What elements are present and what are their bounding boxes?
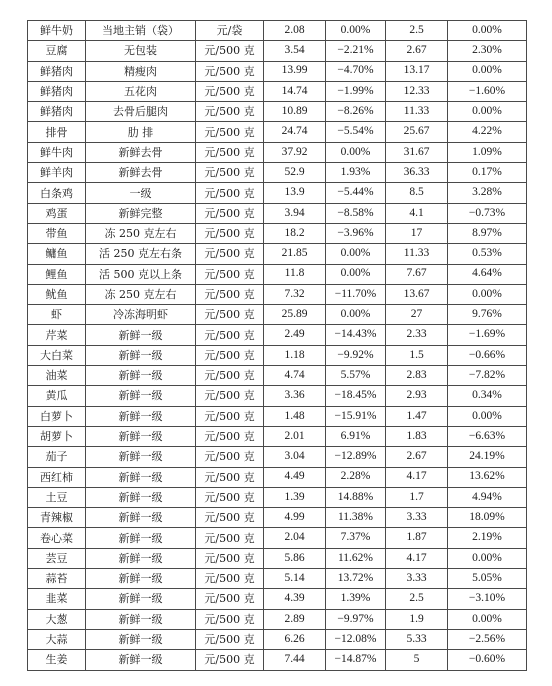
table-row <box>28 61 527 81</box>
item-name-cell: 豆腐 <box>28 41 86 61</box>
item-yoy-cell: 2.19% <box>448 528 527 548</box>
item-change-cell: −14.87% <box>326 650 386 670</box>
item-spec-cell: 新鲜一级 <box>86 569 196 589</box>
item-yoy-cell: 8.97% <box>448 223 527 243</box>
item-unit-cell: 元/500 克 <box>196 528 264 548</box>
item-yoy-cell: 0.00% <box>448 548 527 568</box>
item-name-cell: 鱿鱼 <box>28 284 86 304</box>
table-row <box>28 163 527 183</box>
item-change-cell: −5.54% <box>326 122 386 142</box>
item-name-cell: 鲜猪肉 <box>28 102 86 122</box>
item-spec-cell: 肋 排 <box>86 122 196 142</box>
item-price-cell: 6.26 <box>264 629 326 649</box>
item-change-cell: −14.43% <box>326 325 386 345</box>
item-prev-price-cell: 1.83 <box>386 426 448 446</box>
item-name-cell: 带鱼 <box>28 223 86 243</box>
item-prev-price-cell: 1.47 <box>386 406 448 426</box>
item-name-cell: 西红柿 <box>28 467 86 487</box>
item-change-cell: 11.62% <box>326 548 386 568</box>
item-change-cell: 7.37% <box>326 528 386 548</box>
item-change-cell: 6.91% <box>326 426 386 446</box>
item-unit-cell: 元/500 克 <box>196 386 264 406</box>
item-yoy-cell: 0.34% <box>448 386 527 406</box>
item-name-cell: 芸豆 <box>28 548 86 568</box>
table-row <box>28 366 527 386</box>
item-spec-cell: 去骨后腿肉 <box>86 102 196 122</box>
item-price-cell: 7.32 <box>264 284 326 304</box>
table-row <box>28 609 527 629</box>
item-spec-cell: 冻 250 克左右 <box>86 223 196 243</box>
item-unit-cell: 元/500 克 <box>196 366 264 386</box>
item-unit-cell: 元/500 克 <box>196 223 264 243</box>
item-yoy-cell: 4.64% <box>448 264 527 284</box>
item-spec-cell: 无包装 <box>86 41 196 61</box>
item-change-cell: −8.26% <box>326 102 386 122</box>
item-spec-cell: 新鲜一级 <box>86 650 196 670</box>
item-unit-cell: 元/500 克 <box>196 183 264 203</box>
item-spec-cell: 新鲜一级 <box>86 467 196 487</box>
item-price-cell: 3.04 <box>264 447 326 467</box>
item-name-cell: 大白菜 <box>28 345 86 365</box>
item-prev-price-cell: 1.7 <box>386 487 448 507</box>
item-name-cell: 鲜牛奶 <box>28 21 86 41</box>
item-price-cell: 3.36 <box>264 386 326 406</box>
item-change-cell: −1.99% <box>326 81 386 101</box>
item-name-cell: 蒜苔 <box>28 569 86 589</box>
item-spec-cell: 新鲜一级 <box>86 426 196 446</box>
item-change-cell: −2.21% <box>326 41 386 61</box>
item-change-cell: −15.91% <box>326 406 386 426</box>
item-prev-price-cell: 17 <box>386 223 448 243</box>
item-spec-cell: 新鲜完整 <box>86 203 196 223</box>
item-name-cell: 大蒜 <box>28 629 86 649</box>
item-name-cell: 鲜猪肉 <box>28 81 86 101</box>
table-row <box>28 325 527 345</box>
item-prev-price-cell: 5.33 <box>386 629 448 649</box>
item-yoy-cell: 1.09% <box>448 142 527 162</box>
item-price-cell: 3.94 <box>264 203 326 223</box>
item-yoy-cell: 0.00% <box>448 284 527 304</box>
item-unit-cell: 元/500 克 <box>196 203 264 223</box>
item-unit-cell: 元/500 克 <box>196 41 264 61</box>
item-change-cell: 1.93% <box>326 163 386 183</box>
item-price-cell: 2.89 <box>264 609 326 629</box>
table-row <box>28 122 527 142</box>
table-row <box>28 183 527 203</box>
item-change-cell: 11.38% <box>326 508 386 528</box>
item-unit-cell: 元/500 克 <box>196 569 264 589</box>
item-yoy-cell: −6.63% <box>448 426 527 446</box>
item-price-cell: 5.86 <box>264 548 326 568</box>
item-change-cell: −3.96% <box>326 223 386 243</box>
item-name-cell: 鲤鱼 <box>28 264 86 284</box>
item-prev-price-cell: 12.33 <box>386 81 448 101</box>
item-unit-cell: 元/500 克 <box>196 61 264 81</box>
item-change-cell: 2.28% <box>326 467 386 487</box>
item-price-cell: 14.74 <box>264 81 326 101</box>
item-unit-cell: 元/500 克 <box>196 81 264 101</box>
item-prev-price-cell: 13.67 <box>386 284 448 304</box>
table-row <box>28 203 527 223</box>
item-price-cell: 2.08 <box>264 21 326 41</box>
table-row <box>28 508 527 528</box>
item-name-cell: 芹菜 <box>28 325 86 345</box>
item-name-cell: 鲜猪肉 <box>28 61 86 81</box>
item-spec-cell: 新鲜一级 <box>86 447 196 467</box>
item-name-cell: 生姜 <box>28 650 86 670</box>
item-name-cell: 土豆 <box>28 487 86 507</box>
item-change-cell: −18.45% <box>326 386 386 406</box>
item-prev-price-cell: 25.67 <box>386 122 448 142</box>
item-name-cell: 虾 <box>28 305 86 325</box>
item-spec-cell: 一级 <box>86 183 196 203</box>
item-prev-price-cell: 31.67 <box>386 142 448 162</box>
item-prev-price-cell: 4.1 <box>386 203 448 223</box>
item-spec-cell: 新鲜去骨 <box>86 142 196 162</box>
item-name-cell: 鳙鱼 <box>28 244 86 264</box>
item-change-cell: −12.08% <box>326 629 386 649</box>
item-prev-price-cell: 1.9 <box>386 609 448 629</box>
item-price-cell: 7.44 <box>264 650 326 670</box>
item-spec-cell: 新鲜一级 <box>86 508 196 528</box>
item-name-cell: 白条鸡 <box>28 183 86 203</box>
table-row <box>28 345 527 365</box>
table-row <box>28 406 527 426</box>
item-unit-cell: 元/500 克 <box>196 305 264 325</box>
item-yoy-cell: −0.73% <box>448 203 527 223</box>
item-yoy-cell: 5.05% <box>448 569 527 589</box>
item-spec-cell: 新鲜一级 <box>86 629 196 649</box>
item-price-cell: 25.89 <box>264 305 326 325</box>
item-prev-price-cell: 13.17 <box>386 61 448 81</box>
item-change-cell: −8.58% <box>326 203 386 223</box>
item-yoy-cell: −3.10% <box>448 589 527 609</box>
item-price-cell: 21.85 <box>264 244 326 264</box>
table-row <box>28 629 527 649</box>
table-row <box>28 81 527 101</box>
item-yoy-cell: −0.60% <box>448 650 527 670</box>
item-change-cell: 0.00% <box>326 305 386 325</box>
table-row <box>28 487 527 507</box>
item-prev-price-cell: 36.33 <box>386 163 448 183</box>
item-unit-cell: 元/500 克 <box>196 487 264 507</box>
item-prev-price-cell: 2.33 <box>386 325 448 345</box>
item-change-cell: −4.70% <box>326 61 386 81</box>
item-name-cell: 茄子 <box>28 447 86 467</box>
item-prev-price-cell: 1.87 <box>386 528 448 548</box>
item-change-cell: 5.57% <box>326 366 386 386</box>
price-table-body <box>28 21 527 671</box>
table-row <box>28 102 527 122</box>
table-row <box>28 386 527 406</box>
item-prev-price-cell: 2.5 <box>386 589 448 609</box>
item-yoy-cell: −0.66% <box>448 345 527 365</box>
table-row <box>28 569 527 589</box>
item-name-cell: 韭菜 <box>28 589 86 609</box>
item-yoy-cell: 9.76% <box>448 305 527 325</box>
item-price-cell: 37.92 <box>264 142 326 162</box>
item-yoy-cell: 0.00% <box>448 102 527 122</box>
item-price-cell: 3.54 <box>264 41 326 61</box>
item-yoy-cell: −1.69% <box>448 325 527 345</box>
item-price-cell: 10.89 <box>264 102 326 122</box>
item-spec-cell: 五花肉 <box>86 81 196 101</box>
item-prev-price-cell: 11.33 <box>386 244 448 264</box>
item-price-cell: 5.14 <box>264 569 326 589</box>
item-price-cell: 2.04 <box>264 528 326 548</box>
table-row <box>28 264 527 284</box>
item-yoy-cell: 24.19% <box>448 447 527 467</box>
table-row <box>28 142 527 162</box>
item-spec-cell: 当地主销（袋） <box>86 21 196 41</box>
table-row <box>28 650 527 670</box>
table-row <box>28 467 527 487</box>
item-prev-price-cell: 8.5 <box>386 183 448 203</box>
item-unit-cell: 元/500 克 <box>196 447 264 467</box>
item-spec-cell: 新鲜一级 <box>86 325 196 345</box>
item-change-cell: −11.70% <box>326 284 386 304</box>
item-unit-cell: 元/500 克 <box>196 284 264 304</box>
item-spec-cell: 冷冻海明虾 <box>86 305 196 325</box>
table-row <box>28 548 527 568</box>
table-row <box>28 21 527 41</box>
item-name-cell: 排骨 <box>28 122 86 142</box>
item-name-cell: 鲜羊肉 <box>28 163 86 183</box>
item-price-cell: 11.8 <box>264 264 326 284</box>
item-name-cell: 鸡蛋 <box>28 203 86 223</box>
item-spec-cell: 新鲜一级 <box>86 528 196 548</box>
item-change-cell: 0.00% <box>326 21 386 41</box>
item-yoy-cell: −7.82% <box>448 366 527 386</box>
item-price-cell: 1.18 <box>264 345 326 365</box>
item-prev-price-cell: 2.93 <box>386 386 448 406</box>
item-unit-cell: 元/500 克 <box>196 426 264 446</box>
item-unit-cell: 元/500 克 <box>196 102 264 122</box>
item-change-cell: −9.92% <box>326 345 386 365</box>
item-yoy-cell: 0.00% <box>448 406 527 426</box>
item-change-cell: 0.00% <box>326 244 386 264</box>
item-price-cell: 2.49 <box>264 325 326 345</box>
item-prev-price-cell: 27 <box>386 305 448 325</box>
table-row <box>28 41 527 61</box>
item-price-cell: 52.9 <box>264 163 326 183</box>
table-row <box>28 528 527 548</box>
item-prev-price-cell: 3.33 <box>386 569 448 589</box>
item-change-cell: −9.97% <box>326 609 386 629</box>
item-spec-cell: 新鲜一级 <box>86 548 196 568</box>
table-row <box>28 447 527 467</box>
item-unit-cell: 元/500 克 <box>196 467 264 487</box>
item-unit-cell: 元/500 克 <box>196 142 264 162</box>
item-name-cell: 大葱 <box>28 609 86 629</box>
item-yoy-cell: 0.17% <box>448 163 527 183</box>
item-spec-cell: 新鲜一级 <box>86 589 196 609</box>
item-spec-cell: 精瘦肉 <box>86 61 196 81</box>
item-name-cell: 青辣椒 <box>28 508 86 528</box>
item-prev-price-cell: 7.67 <box>386 264 448 284</box>
item-unit-cell: 元/500 克 <box>196 508 264 528</box>
item-spec-cell: 新鲜一级 <box>86 345 196 365</box>
table-row <box>28 284 527 304</box>
item-spec-cell: 新鲜一级 <box>86 609 196 629</box>
item-change-cell: 1.39% <box>326 589 386 609</box>
item-yoy-cell: −1.60% <box>448 81 527 101</box>
item-price-cell: 24.74 <box>264 122 326 142</box>
item-yoy-cell: 4.22% <box>448 122 527 142</box>
item-unit-cell: 元/500 克 <box>196 609 264 629</box>
table-row <box>28 305 527 325</box>
item-unit-cell: 元/500 克 <box>196 244 264 264</box>
item-prev-price-cell: 4.17 <box>386 548 448 568</box>
item-yoy-cell: 4.94% <box>448 487 527 507</box>
item-name-cell: 白萝卜 <box>28 406 86 426</box>
item-yoy-cell: 2.30% <box>448 41 527 61</box>
item-unit-cell: 元/500 克 <box>196 629 264 649</box>
item-unit-cell: 元/500 克 <box>196 650 264 670</box>
item-name-cell: 胡萝卜 <box>28 426 86 446</box>
table-row <box>28 223 527 243</box>
item-unit-cell: 元/500 克 <box>196 325 264 345</box>
item-price-cell: 13.99 <box>264 61 326 81</box>
item-change-cell: −12.89% <box>326 447 386 467</box>
item-change-cell: −5.44% <box>326 183 386 203</box>
item-yoy-cell: 18.09% <box>448 508 527 528</box>
item-spec-cell: 活 500 克以上条 <box>86 264 196 284</box>
item-change-cell: 13.72% <box>326 569 386 589</box>
item-change-cell: 14.88% <box>326 487 386 507</box>
item-price-cell: 4.74 <box>264 366 326 386</box>
item-price-cell: 4.49 <box>264 467 326 487</box>
item-spec-cell: 新鲜一级 <box>86 406 196 426</box>
item-yoy-cell: 0.53% <box>448 244 527 264</box>
item-name-cell: 黄瓜 <box>28 386 86 406</box>
item-yoy-cell: −2.56% <box>448 629 527 649</box>
item-unit-cell: 元/500 克 <box>196 122 264 142</box>
item-unit-cell: 元/500 克 <box>196 406 264 426</box>
item-price-cell: 1.48 <box>264 406 326 426</box>
table-row <box>28 244 527 264</box>
item-unit-cell: 元/袋 <box>196 21 264 41</box>
item-yoy-cell: 0.00% <box>448 61 527 81</box>
item-price-cell: 13.9 <box>264 183 326 203</box>
item-prev-price-cell: 3.33 <box>386 508 448 528</box>
item-spec-cell: 冻 250 克左右 <box>86 284 196 304</box>
item-yoy-cell: 3.28% <box>448 183 527 203</box>
item-unit-cell: 元/500 克 <box>196 264 264 284</box>
item-name-cell: 油菜 <box>28 366 86 386</box>
item-unit-cell: 元/500 克 <box>196 548 264 568</box>
item-prev-price-cell: 2.83 <box>386 366 448 386</box>
item-prev-price-cell: 5 <box>386 650 448 670</box>
item-prev-price-cell: 4.17 <box>386 467 448 487</box>
item-price-cell: 18.2 <box>264 223 326 243</box>
item-unit-cell: 元/500 克 <box>196 345 264 365</box>
item-prev-price-cell: 2.67 <box>386 41 448 61</box>
item-change-cell: 0.00% <box>326 264 386 284</box>
item-price-cell: 4.39 <box>264 589 326 609</box>
item-prev-price-cell: 11.33 <box>386 102 448 122</box>
item-price-cell: 2.01 <box>264 426 326 446</box>
table-row <box>28 426 527 446</box>
item-spec-cell: 新鲜去骨 <box>86 163 196 183</box>
item-spec-cell: 活 250 克左右条 <box>86 244 196 264</box>
item-yoy-cell: 13.62% <box>448 467 527 487</box>
item-unit-cell: 元/500 克 <box>196 163 264 183</box>
table-row <box>28 589 527 609</box>
item-price-cell: 1.39 <box>264 487 326 507</box>
price-table <box>27 20 527 671</box>
item-price-cell: 4.99 <box>264 508 326 528</box>
item-spec-cell: 新鲜一级 <box>86 487 196 507</box>
item-spec-cell: 新鲜一级 <box>86 386 196 406</box>
item-yoy-cell: 0.00% <box>448 609 527 629</box>
item-prev-price-cell: 1.5 <box>386 345 448 365</box>
item-name-cell: 鲜牛肉 <box>28 142 86 162</box>
item-prev-price-cell: 2.67 <box>386 447 448 467</box>
item-yoy-cell: 0.00% <box>448 21 527 41</box>
item-change-cell: 0.00% <box>326 142 386 162</box>
item-prev-price-cell: 2.5 <box>386 21 448 41</box>
item-name-cell: 卷心菜 <box>28 528 86 548</box>
item-unit-cell: 元/500 克 <box>196 589 264 609</box>
item-spec-cell: 新鲜一级 <box>86 366 196 386</box>
